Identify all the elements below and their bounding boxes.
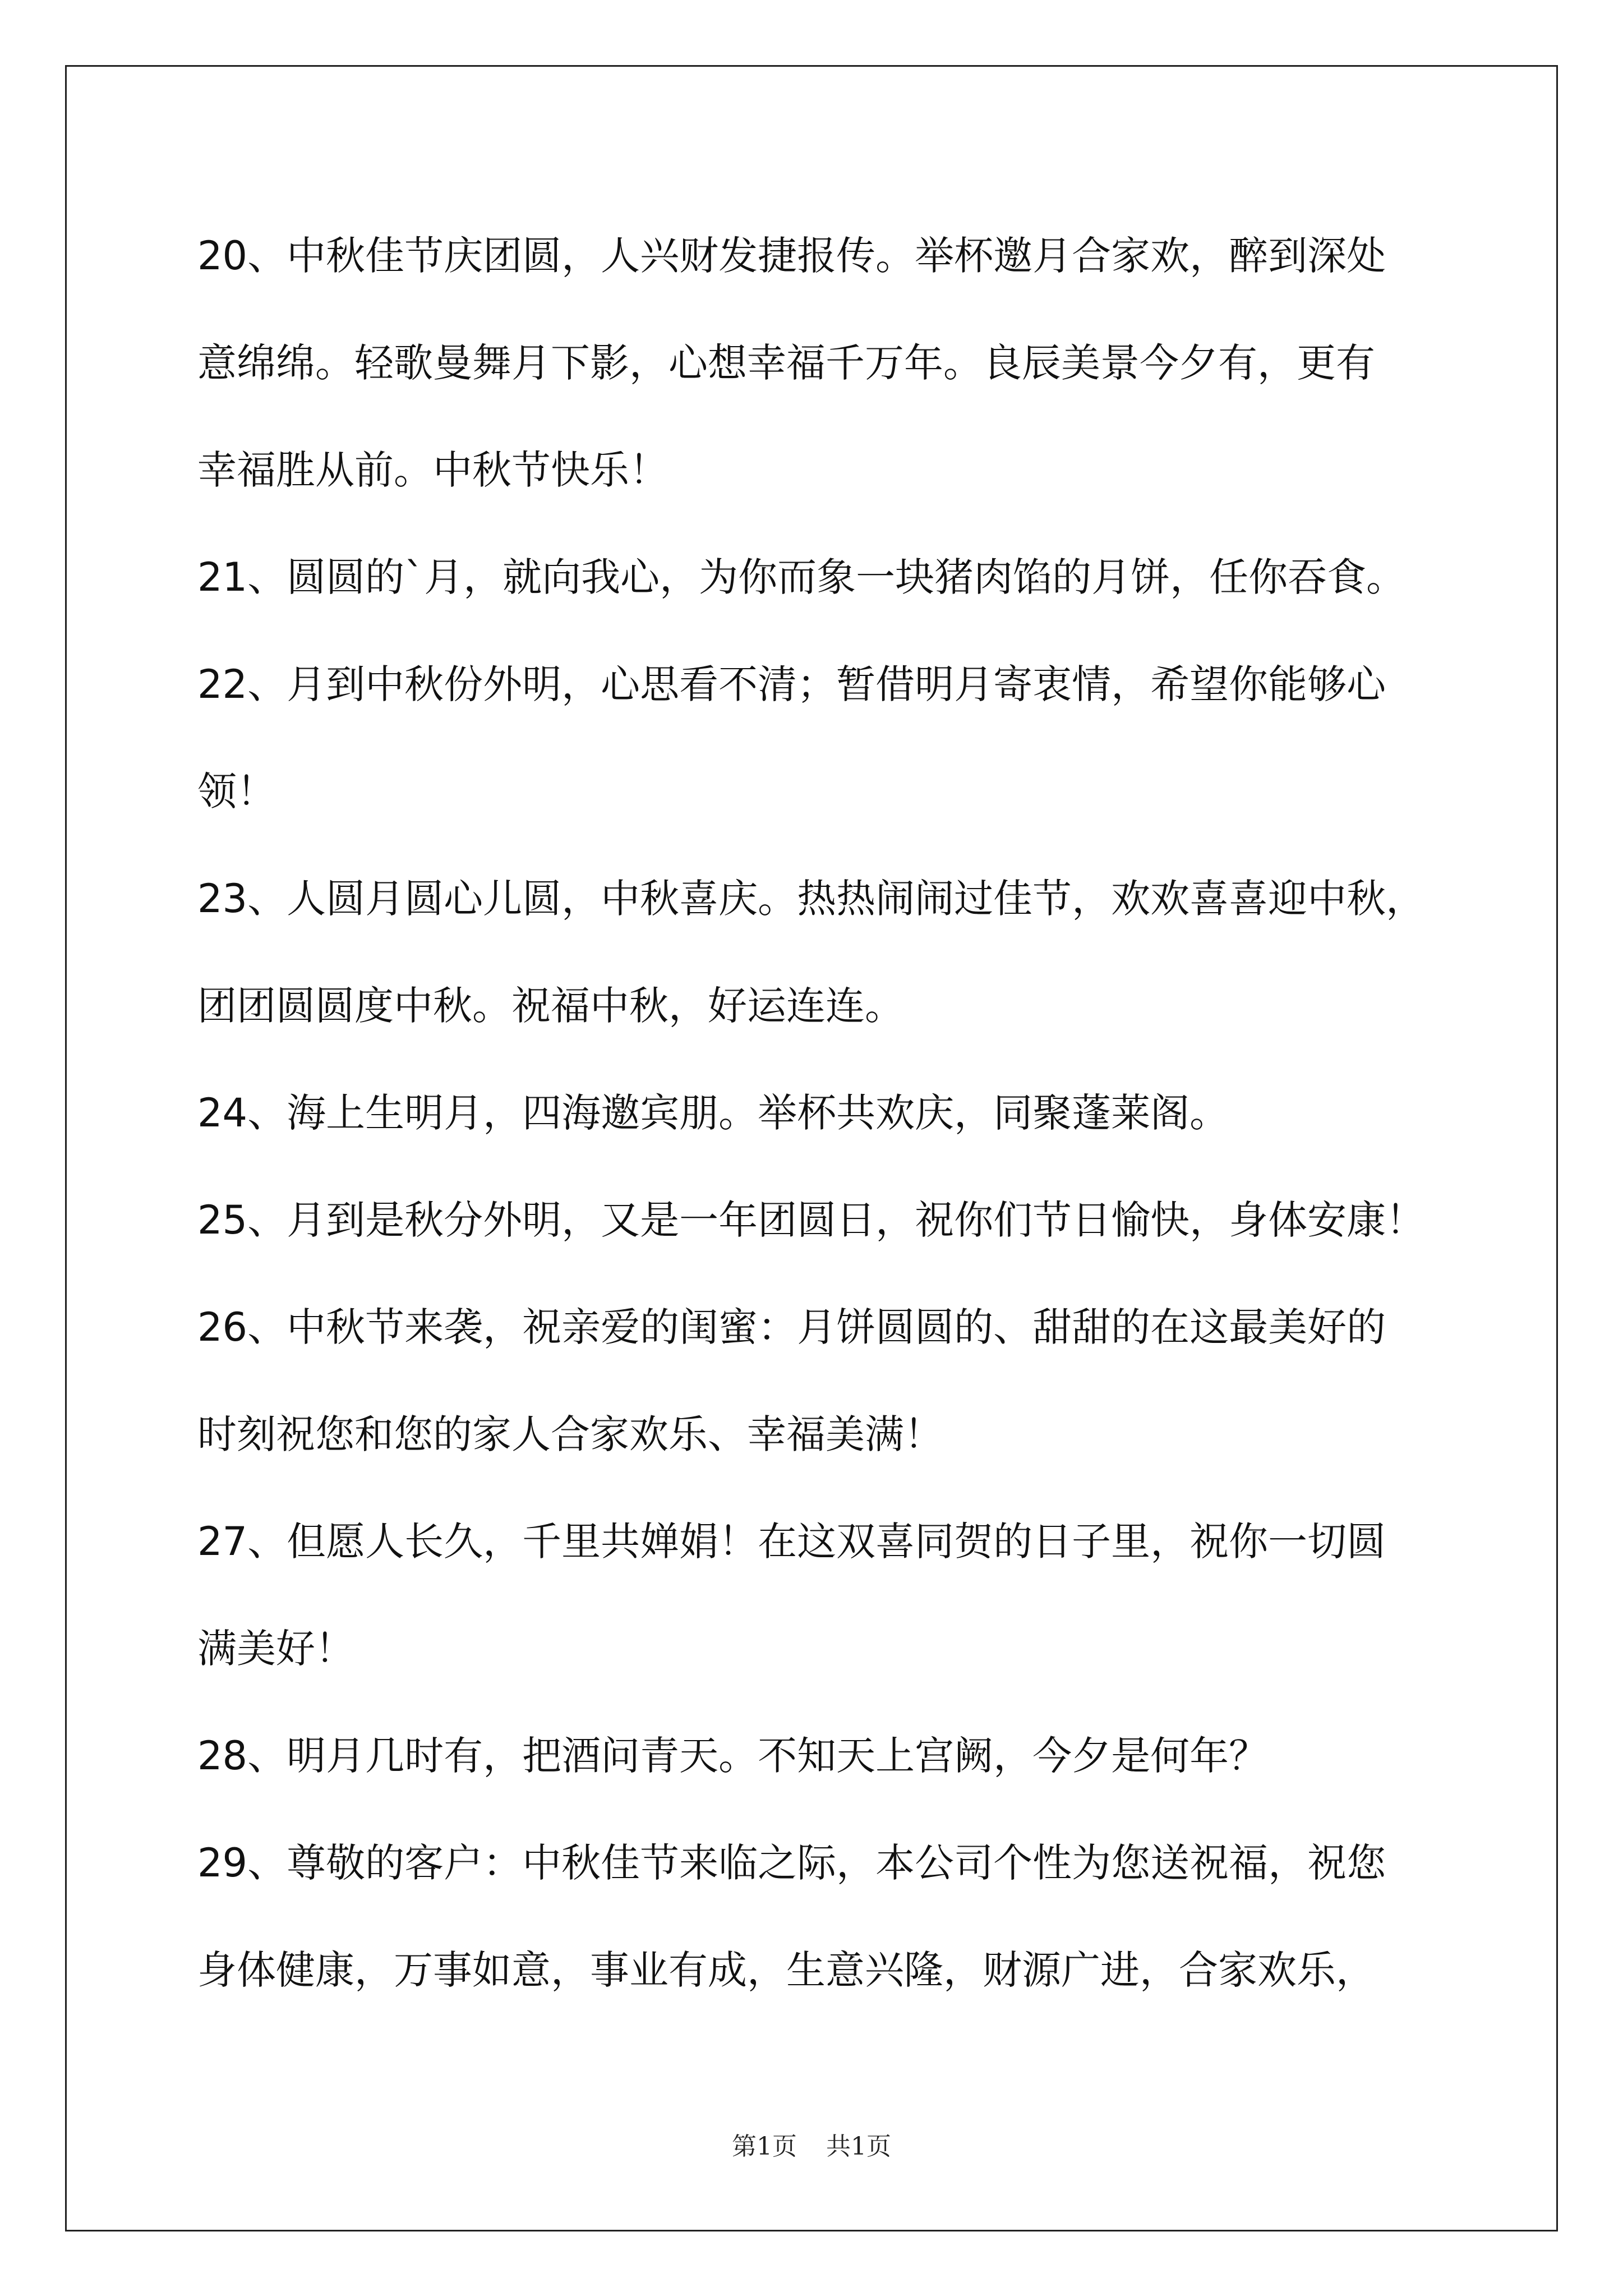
text-line: 28、明月几时有，把酒问青天。不知天上宫阙，今夕是何年？ xyxy=(197,1733,1269,1779)
text-line: 23、人圆月圆心儿圆，中秋喜庆。热热闹闹过佳节，欢欢喜喜迎中秋， xyxy=(197,876,1426,922)
text-line: 22、月到中秋份外明，心思看不清；暂借明月寄衷情，希望你能够心 xyxy=(197,661,1386,707)
text-line: 身体健康，万事如意，事业有成，生意兴隆，财源广进，合家欢乐， xyxy=(197,1947,1375,1993)
text-line: 领！ xyxy=(197,769,276,815)
text-line: 25、月到是秋分外明，又是一年团圆日，祝你们节日愉快，身体安康！ xyxy=(197,1197,1426,1243)
text-line: 21、圆圆的`月，就向我心，为你而象一块猪肉馅的月饼，任你吞食。 xyxy=(197,554,1406,600)
document-body xyxy=(197,211,1487,2032)
text-line: 27、但愿人长久，千里共婵娟！在这双喜同贺的日子里，祝你一切圆 xyxy=(197,1519,1386,1565)
page-total: 共1页 xyxy=(826,2132,891,2161)
text-line: 满美好！ xyxy=(197,1626,354,1672)
text-line: 20、中秋佳节庆团圆，人兴财发捷报传。举杯邀月合家欢，醉到深处 xyxy=(197,233,1386,279)
text-line: 幸福胜从前。中秋节快乐！ xyxy=(197,447,668,493)
text-line: 团团圆圆度中秋。祝福中秋，好运连连。 xyxy=(197,983,904,1029)
text-line: 26、中秋节来袭，祝亲爱的闺蜜：月饼圆圆的、甜甜的在这最美好的 xyxy=(197,1304,1386,1350)
text-line: 24、海上生明月，四海邀宾朋。举杯共欢庆，同聚蓬莱阁。 xyxy=(197,1090,1229,1136)
text-line: 意绵绵。轻歌曼舞月下影，心想幸福千万年。良辰美景今夕有，更有 xyxy=(197,340,1375,386)
text-line: 29、尊敬的客户：中秋佳节来临之际，本公司个性为您送祝福，祝您 xyxy=(197,1840,1386,1886)
page-number: 第1页 xyxy=(732,2132,797,2161)
page-footer xyxy=(0,2126,1623,2162)
text-line: 时刻祝您和您的家人合家欢乐、幸福美满！ xyxy=(197,1411,943,1457)
